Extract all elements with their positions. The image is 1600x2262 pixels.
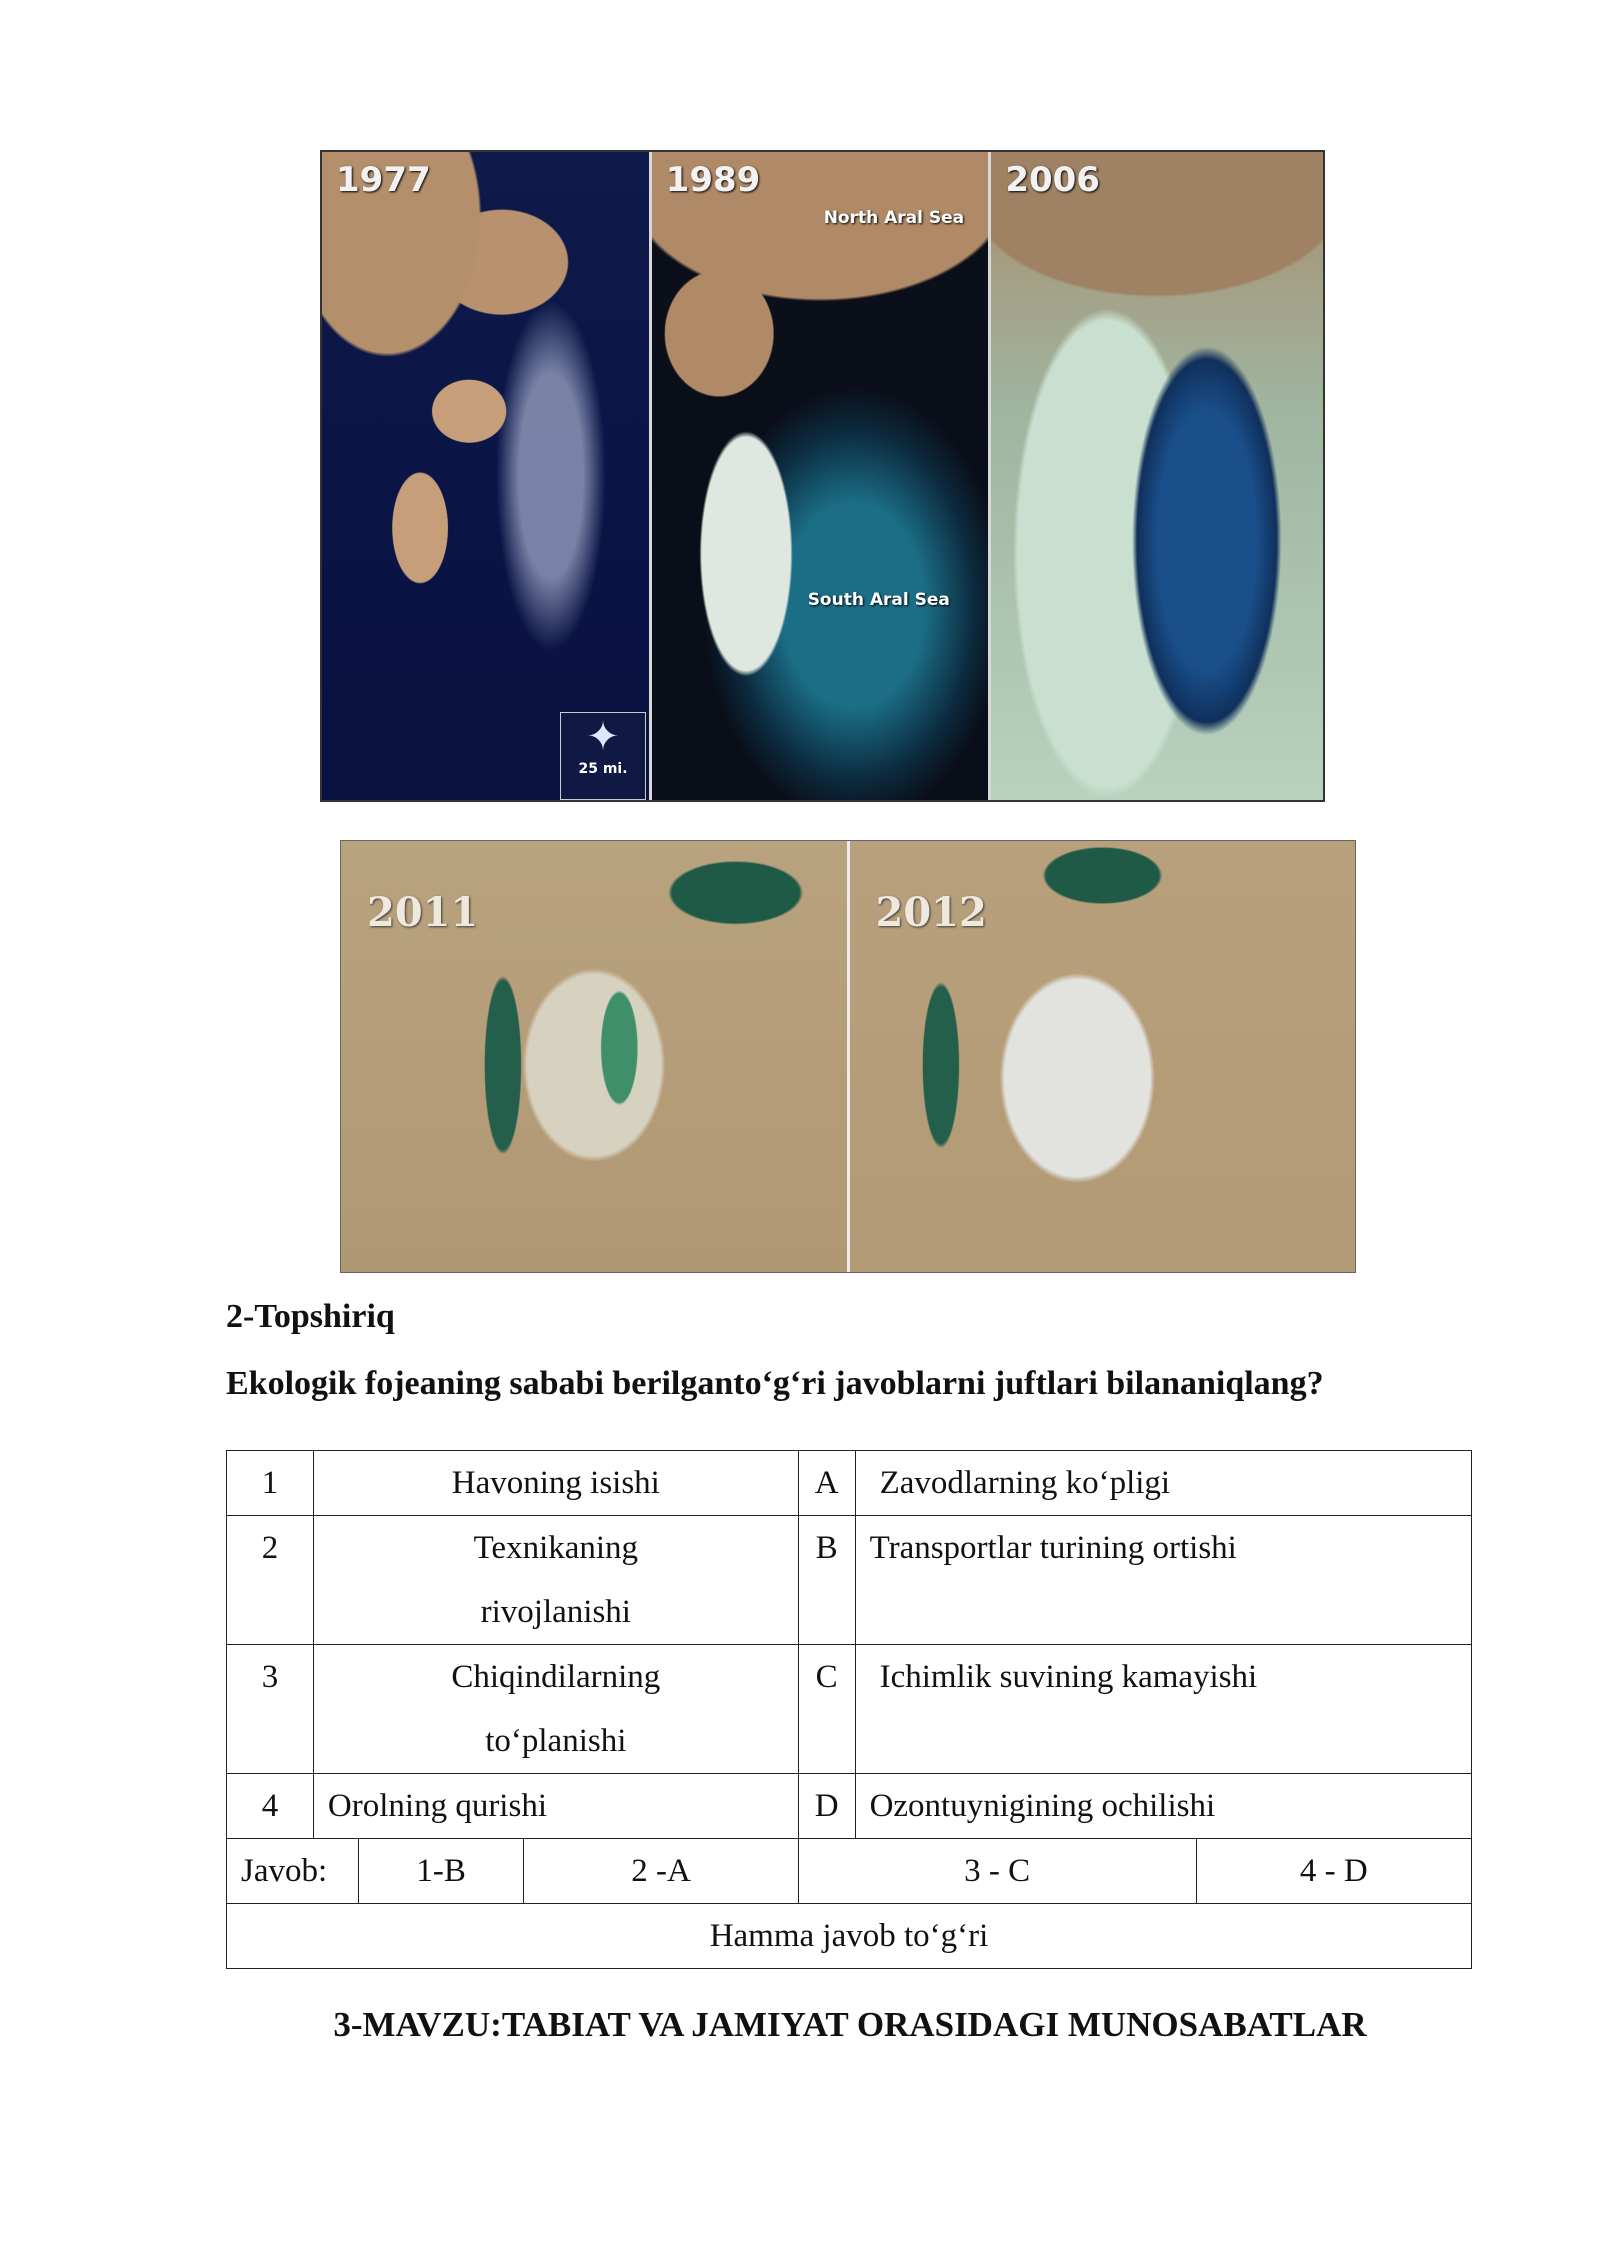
- answer-value: 3 - C: [798, 1839, 1196, 1904]
- answer-row: [227, 1839, 1472, 1904]
- cause-cell: Havoning isishi: [313, 1451, 798, 1516]
- compass-rose-icon: ✦: [586, 714, 620, 760]
- year-label: 2006: [1005, 160, 1100, 200]
- north-aral-sea-label: North Aral Sea: [823, 208, 965, 228]
- scale-label: 25 mi.: [578, 761, 628, 777]
- year-label: 2012: [875, 889, 987, 936]
- answer-value: 2 -A: [524, 1839, 798, 1904]
- answer-value: 1-B: [358, 1839, 524, 1904]
- task-question: Ekologik fojeaning sababi berilganto‘g‘ri javoblarni juftlari bilananiqlang?: [226, 1365, 1324, 1402]
- table-row: [227, 1645, 1472, 1774]
- effect-cell: Zavodlarning ko‘pligi: [855, 1451, 1471, 1516]
- south-aral-sea-label: South Aral Sea: [807, 590, 950, 610]
- cause-cell: [313, 1645, 798, 1774]
- satellite-panel-2012: [847, 841, 1356, 1272]
- option-letter: D: [798, 1774, 855, 1839]
- row-number: 1: [227, 1451, 314, 1516]
- scale-compass: [560, 712, 646, 800]
- satellite-panel-1989: [649, 152, 989, 800]
- option-letter: A: [798, 1451, 855, 1516]
- row-number: 3: [227, 1645, 314, 1774]
- cause-line-1: Texnikaning: [473, 1530, 639, 1566]
- cause-line-2: to‘planishi: [485, 1723, 627, 1759]
- row-number: 2: [227, 1516, 314, 1645]
- row-number: 4: [227, 1774, 314, 1839]
- cause-cell: Orolning qurishi: [313, 1774, 798, 1839]
- answer-footer: Hamma javob to‘g‘ri: [227, 1904, 1472, 1969]
- satellite-panel-1977: [322, 152, 649, 800]
- cause-line-2: rivojlanishi: [480, 1594, 631, 1630]
- satellite-panel-2006: [988, 152, 1323, 800]
- task-title: 2-Topshiriq: [226, 1298, 395, 1335]
- footer-row: [227, 1904, 1472, 1969]
- table-row: [227, 1516, 1472, 1645]
- year-label: 1989: [665, 160, 761, 200]
- section-title: 3-MAVZU:TABIAT VA JAMIYAT ORASIDAGI MUNOSABATLAR: [333, 2005, 1367, 2044]
- satellite-panel-2011: [341, 841, 847, 1272]
- answer-label: Javob:: [227, 1839, 359, 1904]
- table-row: [227, 1451, 1472, 1516]
- cause-line-1: Chiqindilarning: [451, 1659, 661, 1695]
- aral-sea-satellite-image-2011-2012: [340, 840, 1356, 1273]
- year-label: 2011: [367, 889, 479, 936]
- matching-table: [226, 1450, 1472, 1969]
- effect-cell: Transportlar turining ortishi: [855, 1516, 1471, 1645]
- aral-sea-satellite-image-1977-2006: [320, 150, 1325, 802]
- cause-cell: [313, 1516, 798, 1645]
- option-letter: B: [798, 1516, 855, 1645]
- table-row: [227, 1774, 1472, 1839]
- effect-cell: Ozontuynigining ochilishi: [855, 1774, 1471, 1839]
- answer-value: 4 - D: [1196, 1839, 1471, 1904]
- option-letter: C: [798, 1645, 855, 1774]
- year-label: 1977: [336, 160, 431, 200]
- effect-cell: Ichimlik suvining kamayishi: [855, 1645, 1471, 1774]
